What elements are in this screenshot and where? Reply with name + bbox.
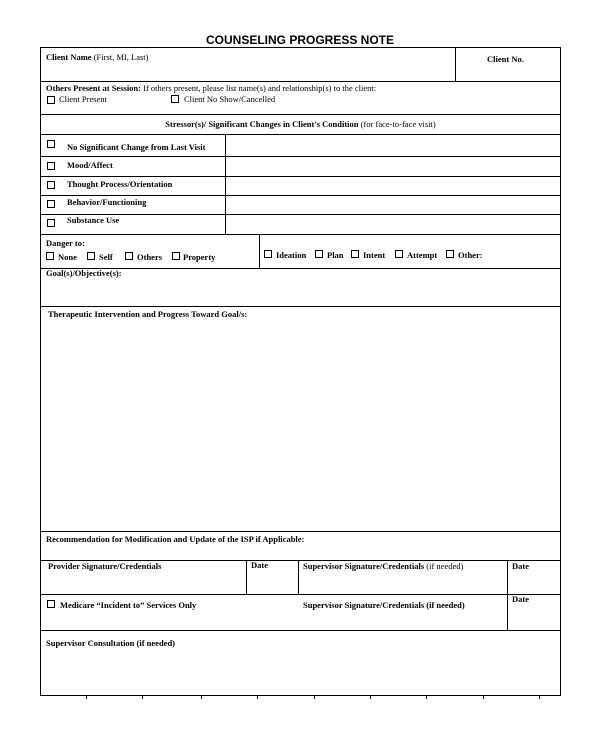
provider-date-label: Date <box>251 560 268 570</box>
client-no-show-checkbox[interactable] <box>171 95 179 103</box>
supervisor-date-field-2[interactable] <box>510 608 558 628</box>
plan-label: Plan <box>327 250 344 260</box>
divider <box>225 134 226 234</box>
divider <box>246 560 247 594</box>
intent-label: Intent <box>363 250 386 260</box>
supervisor-consultation-label: Supervisor Consultation (if needed) <box>46 638 176 648</box>
intent-checkbox[interactable] <box>351 250 359 258</box>
divider <box>507 560 508 594</box>
divider <box>507 594 508 630</box>
divider <box>41 176 560 177</box>
client-number-field[interactable] <box>457 66 557 79</box>
thought-process-notes[interactable] <box>227 178 557 194</box>
danger-property-label: Property <box>183 252 216 262</box>
client-name-label: Client Name (First, MI, Last) <box>46 52 149 62</box>
other-checkbox[interactable] <box>446 250 454 258</box>
client-present-label: Client Present <box>59 94 107 104</box>
goals-field[interactable] <box>45 280 557 304</box>
intervention-field[interactable] <box>45 322 557 528</box>
danger-self-label: Self <box>99 252 113 262</box>
client-no-show-label: Client No Show/Cancelled <box>184 94 276 104</box>
client-name-field[interactable] <box>45 64 453 78</box>
danger-to-label: Danger to: <box>46 238 85 248</box>
others-present-label: Others Present at Session: If others present, please list name(s) and relationship(s) to the client: <box>46 83 377 93</box>
form-bottom-ticks <box>40 696 561 699</box>
danger-others-label: Others <box>137 252 163 262</box>
medicare-incident-checkbox[interactable] <box>47 600 55 608</box>
supervisor-date-field[interactable] <box>510 574 558 592</box>
recommendation-field[interactable] <box>45 546 557 558</box>
divider <box>41 81 560 82</box>
supervisor-signature-field-2[interactable] <box>301 612 505 628</box>
divider <box>455 48 456 81</box>
attempt-checkbox[interactable] <box>395 250 403 258</box>
recommendation-label: Recommendation for Modification and Update of the ISP if Applicable: <box>46 534 305 544</box>
supervisor-signature-field[interactable] <box>301 574 505 592</box>
divider <box>41 134 560 135</box>
other-label: Other: <box>458 250 483 260</box>
stressor-item-label: No Significant Change from Last Visit <box>67 142 206 152</box>
supervisor-signature-label: Supervisor Signature/Credentials (if needed) <box>303 561 464 571</box>
danger-property-checkbox[interactable] <box>172 252 180 260</box>
divider <box>41 234 560 235</box>
stressor-item-label: Behavior/Functioning <box>67 197 147 207</box>
no-significant-change-checkbox[interactable] <box>47 140 55 148</box>
provider-signature-field[interactable] <box>45 574 243 592</box>
divider <box>41 531 560 532</box>
progress-note-form <box>40 47 561 696</box>
client-number-label: Client No. <box>487 54 524 64</box>
form-title: COUNSELING PROGRESS NOTE <box>205 33 395 47</box>
divider <box>41 156 560 157</box>
goals-label: Goal(s)/Objective(s): <box>46 268 122 278</box>
supervisor-date-label: Date <box>512 561 529 571</box>
no-significant-change-notes[interactable] <box>227 136 557 154</box>
divider <box>41 195 560 196</box>
plan-checkbox[interactable] <box>315 250 323 258</box>
behavior-functioning-notes[interactable] <box>227 197 557 213</box>
divider <box>41 114 560 115</box>
supervisor-consultation-field[interactable] <box>45 651 557 693</box>
divider <box>41 306 560 307</box>
stressors-header: Stressor(s)/ Significant Changes in Client's Condition (for face-to-face visit) <box>165 119 436 129</box>
ideation-label: Ideation <box>276 250 307 260</box>
danger-none-checkbox[interactable] <box>46 252 54 260</box>
client-present-checkbox[interactable] <box>47 96 55 104</box>
ideation-checkbox[interactable] <box>264 250 272 258</box>
divider <box>298 560 299 594</box>
divider <box>41 594 560 595</box>
medicare-incident-label: Medicare “Incident to” Services Only <box>60 600 197 610</box>
provider-signature-label: Provider Signature/Credentials <box>48 561 162 571</box>
mood-affect-checkbox[interactable] <box>47 162 55 170</box>
thought-process-checkbox[interactable] <box>47 181 55 189</box>
divider <box>41 630 560 631</box>
intervention-label: Therapeutic Intervention and Progress Toward Goal/s: <box>48 309 248 319</box>
attempt-label: Attempt <box>407 250 438 260</box>
mood-affect-notes[interactable] <box>227 158 557 174</box>
danger-self-checkbox[interactable] <box>87 252 95 260</box>
danger-none-label: None <box>58 252 77 262</box>
supervisor-signature-label-2: Supervisor Signature/Credentials (if needed) <box>303 600 465 610</box>
provider-date-field[interactable] <box>249 572 295 592</box>
stressor-item-label: Thought Process/Orientation <box>67 179 173 189</box>
substance-use-checkbox[interactable] <box>47 219 55 227</box>
behavior-functioning-checkbox[interactable] <box>47 200 55 208</box>
supervisor-date-label-2: Date <box>512 594 529 604</box>
stressor-item-label: Mood/Affect <box>67 160 113 170</box>
substance-use-notes[interactable] <box>227 216 557 232</box>
divider <box>259 234 260 268</box>
danger-others-checkbox[interactable] <box>125 252 133 260</box>
stressor-item-label: Substance Use <box>67 215 120 225</box>
